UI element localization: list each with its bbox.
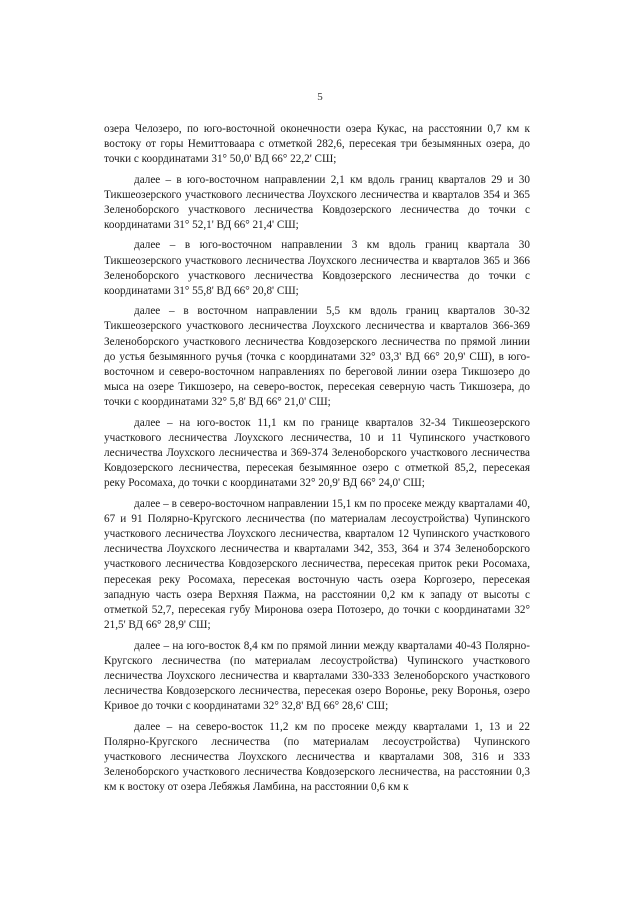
paragraph: далее – в юго-восточном направлении 3 км вдоль границ квартала 30 Тикшеозерского участкового лесничества Лоухского лесничества и кварталов 365 и 366 Зеленоборского участкового лесничества Ковдозерского лесничества до точки с координатами 31° 55,8' ВД 66° 20,8' СШ; xyxy=(104,239,530,298)
paragraph: далее – на юго-восток 11,1 км по границе кварталов 32-34 Тикшеозерского участкового лесничества Лоухского лесничества, 10 и 11 Чупинского участкового лесничества Лоухского лесничества и 369-374 Зеленоборского участкового лесничества Ковдозерского лесничества, пересекая безымянное озеро с отметкой 85,2, пересекая реку Росомаха, до точки с координатами 32° 20,9' ВД 66° 24,0' СШ; xyxy=(104,416,530,490)
paragraph: озера Челозеро, по юго-восточной оконечности озера Кукас, на расстоянии 0,7 км к востоку от горы Немиттоваара с отметкой 282,6, пересекая три безымянных озера, до точки с координатами 31° 50,0' ВД 66° 22,2' СШ; xyxy=(104,123,530,166)
document-body xyxy=(104,122,530,801)
paragraph: далее – на юго-восток 8,4 км по прямой линии между кварталами 40-43 Полярно-Кругского лесничества (по материалам лесоустройства) Чупинского участкового лесничества Лоухского лесничества и кварталами 330-333 Зеленоборского участкового лесничества Ковдозерского лесничества, пересекая озеро Воронье, реку Воронья, озеро Кривое до точки с координатами 32° 32,8' ВД 66° 28,6' СШ; xyxy=(104,639,530,713)
paragraph: далее – в восточном направлении 5,5 км вдоль границ кварталов 30-32 Тикшеозерского участкового лесничества Лоухского лесничества и кварталов 366-369 Зеленоборского участкового лесничества Ковдозерского лесничества по прямой линии до устья безымянного ручья (точка с координатами 32° 03,3' ВД 66° 20,9' СШ), в юго-восточном и северо-восточном направлениях по береговой линии озера Тикшозеро до мыса на озере Тикшозеро, на северо-восток, пересекая северную часть Тикшозера, до точки с координатами 32° 5,8' ВД 66° 21,0' СШ; xyxy=(104,305,530,409)
page-number: 5 xyxy=(317,91,323,103)
paragraph: далее – в северо-восточном направлении 15,1 км по просеке между кварталами 40, 67 и 91 Полярно-Кругского лесничества (по материалам лесоустройства) Чупинского участкового лесничества Лоухского лесничества, кварталом 12 Чупинского участкового лесничества Лоухского лесничества и кварталами 342, 353, 364 и 374 Зеленоборского участкового лесничества Ковдозерского лесничества, пересекая приток реки Росомаха, пересекая реку Росомаха, пересекая восточную часть озера Коргозеро, пересекая западную часть озера Верхняя Пажма, на расстоянии 0,2 км к западу от высоты с отметкой 52,7, пересекая губу Миронова озера Потозеро, до точки с координатами 32° 21,5' ВД 66° 28,9' СШ; xyxy=(104,497,530,632)
paragraph: далее – в юго-восточном направлении 2,1 км вдоль границ кварталов 29 и 30 Тикшеозерского участкового лесничества Лоухского лесничества и кварталов 354 и 365 Зеленоборского участкового лесничества Ковдозерского лесничества до точки с координатами 31° 52,1' ВД 66° 21,4' СШ; xyxy=(104,173,530,232)
paragraph: далее – на северо-восток 11,2 км по просеке между кварталами 1, 13 и 22 Полярно-Кругского лесничества (по материалам лесоустройства) Чупинского участкового лесничества Лоухского лесничества и кварталами 308, 316 и 333 Зеленоборского участкового лесничества Ковдозерского лесничества, на расстоянии 0,3 км к востоку от озера Лебяжья Ламбина, на расстоянии 0,6 км к xyxy=(104,720,530,794)
